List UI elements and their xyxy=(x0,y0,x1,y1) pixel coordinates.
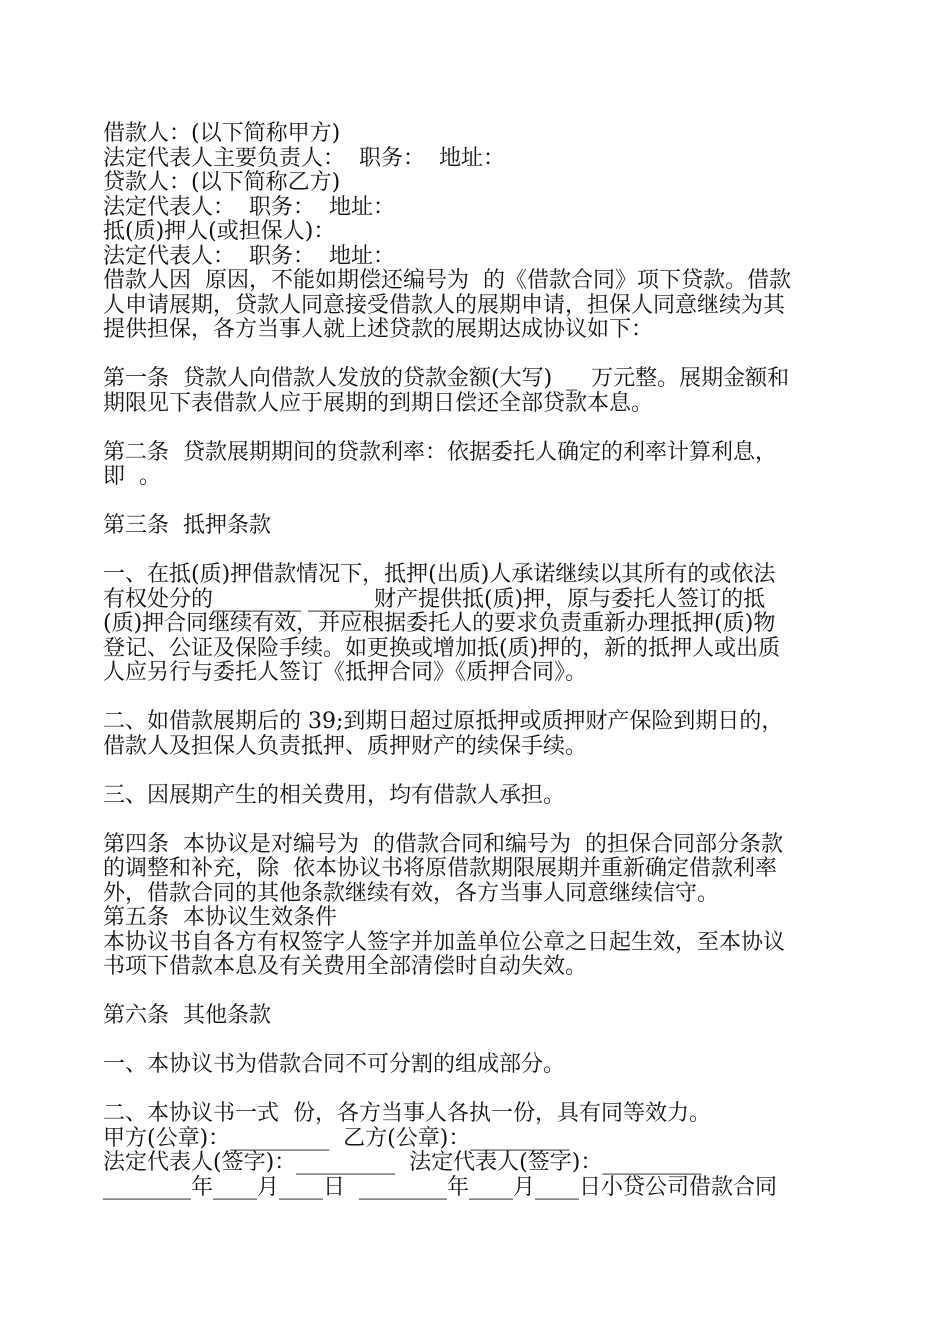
doc-line: 一、在抵(质)押借款情况下，抵押(出质)人承诺继续以其所有的或依法 xyxy=(103,562,776,587)
signature-line-representative: 法定代表人(签字)：_________ 法定代表人(签字)：_________ xyxy=(103,1150,702,1175)
doc-line: 借款人因 原因，不能如期偿还编号为 的《借款合同》项下贷款。借款 xyxy=(103,268,791,293)
doc-line: 借款人：(以下简称甲方) xyxy=(103,121,341,146)
doc-blank-line xyxy=(103,686,863,711)
doc-heading: 第五条 本协议生效条件 xyxy=(103,905,337,930)
doc-line: 一、本协议书为借款合同不可分割的组成部分。 xyxy=(103,1052,566,1077)
doc-blank-line xyxy=(103,980,863,1005)
doc-line: 法定代表人： 职务： 地址： xyxy=(103,194,395,220)
doc-line: (质)押合同继续有效，并应根据委托人的要求负责重新办理抵押(质)物 xyxy=(103,611,776,636)
doc-line: 贷款人：(以下简称乙方) xyxy=(103,170,341,195)
doc-blank-line xyxy=(103,1029,863,1054)
doc-line: 期限见下表借款人应于展期的到期日偿还全部贷款本息。 xyxy=(103,390,654,416)
doc-line: 借款人及担保人负责抵押、质押财产的续保手续。 xyxy=(103,733,588,759)
doc-blank-line xyxy=(103,416,863,441)
contract-document xyxy=(103,122,863,1200)
doc-line: 本协议书自各方有权签字人签字并加盖单位公章之日起生效，至本协议 xyxy=(103,929,786,955)
doc-line: 三、因展期产生的相关费用，均有借款人承担。 xyxy=(103,782,566,808)
doc-line: 法定代表人主要负责人： 职务： 地址： xyxy=(103,145,505,171)
doc-line: 第四条 本协议是对编号为 的借款合同和编号为 的担保合同部分条款 xyxy=(103,831,783,857)
doc-line: 即 。 xyxy=(103,464,161,489)
doc-line: 法定代表人： 职务： 地址： xyxy=(103,243,395,269)
doc-line: 二、本协议书一式 份，各方当事人各执一份，具有同等效力。 xyxy=(103,1101,711,1126)
signature-line-seal: 甲方(公章)：_________ 乙方(公章)：_________ xyxy=(103,1125,570,1151)
doc-heading: 第六条 其他条款 xyxy=(103,1003,271,1028)
signature-line-date: ________年____月____日 ________年____月____日小贷公司借款合同 xyxy=(103,1174,777,1200)
doc-blank-line xyxy=(103,1078,863,1103)
doc-blank-line xyxy=(103,343,863,368)
doc-line: 抵(质)押人(或担保人)： xyxy=(103,219,336,244)
doc-line: 人申请展期，贷款人同意接受借款人的展期申请，担保人同意继续为其 xyxy=(103,292,786,318)
doc-line: 第二条 贷款展期期间的贷款利率：依据委托人确定的利率计算利息， xyxy=(103,439,777,465)
doc-heading: 第三条 抵押条款 xyxy=(103,513,271,538)
doc-blank-line xyxy=(103,539,863,564)
doc-line: 有权处分的________ ______财产提供抵(质)押，原与委托人签订的抵 xyxy=(103,586,766,612)
doc-line: 人应另行与委托人签订《抵押合同》《质押合同》。 xyxy=(103,660,588,685)
doc-blank-line xyxy=(103,808,863,833)
doc-line: 登记、公证及保险手续。如更换或增加抵(质)押的，新的抵押人或出质 xyxy=(103,635,781,661)
doc-line: 二、如借款展期后的 39;到期日超过原抵押或质押财产保险到期日的， xyxy=(103,709,784,734)
doc-line: 的调整和补充，除 依本协议书将原借款期限展期并重新确定借款利率 xyxy=(103,856,777,881)
doc-blank-line xyxy=(103,490,863,515)
doc-line: 书项下借款本息及有关费用全部清偿时自动失效。 xyxy=(103,954,588,979)
doc-line: 第一条 贷款人向借款人发放的贷款金额(大写) _ 万元整。展期金额和 xyxy=(103,366,790,391)
doc-blank-line xyxy=(103,759,863,784)
doc-line: 外，借款合同的其他条款继续有效，各方当事人同意继续信守。 xyxy=(103,880,720,906)
doc-line: 提供担保，各方当事人就上述贷款的展期达成协议如下： xyxy=(103,317,654,342)
